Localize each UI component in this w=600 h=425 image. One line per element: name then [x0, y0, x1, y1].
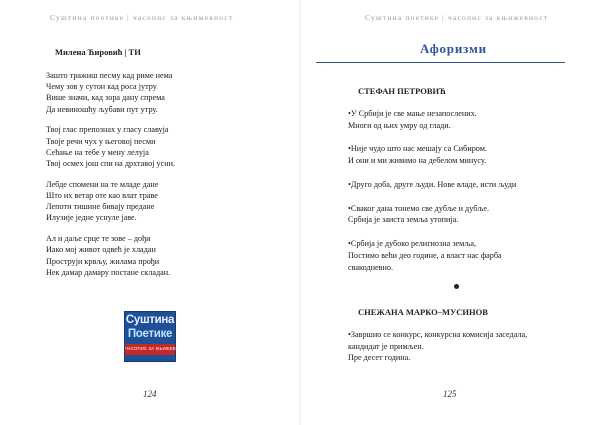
magazine-logo — [124, 311, 189, 362]
aphorism-line: •Није чудо што нас мешају са Сибиром. — [348, 144, 487, 154]
aphorism-list — [348, 108, 588, 285]
section-title: Афоризми — [420, 41, 487, 56]
poem-line: Да невиношћу љубави пут утру. — [46, 104, 158, 114]
aphorism — [348, 108, 588, 131]
stanza — [46, 179, 276, 224]
aphorism — [348, 203, 588, 226]
aphorism-line: •Сваког дана тонемо све дубље и дубље. — [348, 203, 490, 213]
poem-line: Твоје речи чух у његовој песми — [46, 136, 156, 146]
page-number: 125 — [443, 389, 457, 399]
section-divider — [316, 62, 565, 63]
aphorism-line: кандидат је примљен. — [348, 341, 424, 351]
aphorism-author: СТЕФАН ПЕТРОВИЋ — [358, 86, 446, 96]
poem-line: Ал и даље срце те зове – дођи — [46, 234, 151, 244]
aphorism-line: И они и ми живимо на дебелом минусу. — [348, 156, 487, 166]
poem-line: Иако мој живот одвећ је хладан — [46, 245, 156, 255]
aphorism-line: Србија је заиста земља утопија. — [348, 215, 459, 225]
poem-line: Што их ветар оте као влат траве — [46, 191, 158, 201]
poem-author-title: Милена Ћировић | ТИ — [55, 47, 141, 57]
aphorism-author: СНЕЖАНА МАРКО–МУСИНОВ — [358, 307, 488, 317]
aphorism-line: Постимо већи део године, а власт нас фарба — [348, 250, 502, 260]
poem-line: Више значи, кад зора дану спрема — [46, 93, 165, 103]
poem-line: Нек дамар дамару постане складан. — [46, 267, 171, 277]
poem — [46, 70, 276, 288]
poem-line: Зашто тражиш песму кад риме нема — [46, 71, 173, 80]
poem-line: Чему зов у сутон кад роса јутру — [46, 82, 157, 92]
poem-line: Илузије једне уснуле јаве. — [46, 213, 137, 223]
aphorism-line: Пре десет година. — [348, 353, 411, 363]
aphorism — [348, 329, 588, 364]
aphorism-line: •У Србији је све мање незапослених. — [348, 109, 477, 118]
logo-text-line1: Суштина — [125, 314, 175, 326]
poem-line: Лепоти тишине бивају предане — [46, 202, 155, 212]
aphorism — [348, 179, 588, 191]
section-separator-dot — [454, 284, 459, 289]
aphorism-line: свакодневно. — [348, 262, 394, 272]
right-page — [300, 0, 600, 425]
logo-text-line2: Поетике — [127, 328, 173, 340]
page-number: 124 — [143, 389, 157, 399]
logo-subtitle: ЧАСОПИС ЗА КЊИЖЕВНОСТ — [125, 345, 189, 351]
stanza — [46, 124, 276, 169]
aphorism-line: •Србија је дубоко религиозна земља, — [348, 239, 477, 249]
poem-line: Проструји крвљу, жилама прођи — [46, 256, 160, 266]
aphorism-line: •Завршио се конкурс, конкурсна комисија заседала, — [348, 330, 528, 339]
stanza — [46, 70, 276, 115]
poem-line: Сећање на тебе у мену лелуја — [46, 147, 149, 157]
running-head: Суштина поетике | часопис за књижевност — [365, 13, 549, 22]
stanza — [46, 233, 276, 278]
aphorism-line: •Друго доба, друге људи. Нове владе, исти људи — [348, 179, 517, 189]
aphorism-line: Многи од њих умру од глади. — [348, 120, 451, 130]
poem-line: Твој осмех још спи на дрхтавој усни. — [46, 159, 176, 169]
aphorism — [348, 238, 588, 273]
aphorism — [348, 143, 588, 166]
poem-line: Лебде спомени на те младе дане — [46, 179, 159, 189]
aphorism-list — [348, 329, 588, 376]
poem-line: Твој глас препознах у гласу славуја — [46, 125, 169, 135]
running-head: Суштина поетике | часопис за књижевност — [50, 13, 234, 22]
